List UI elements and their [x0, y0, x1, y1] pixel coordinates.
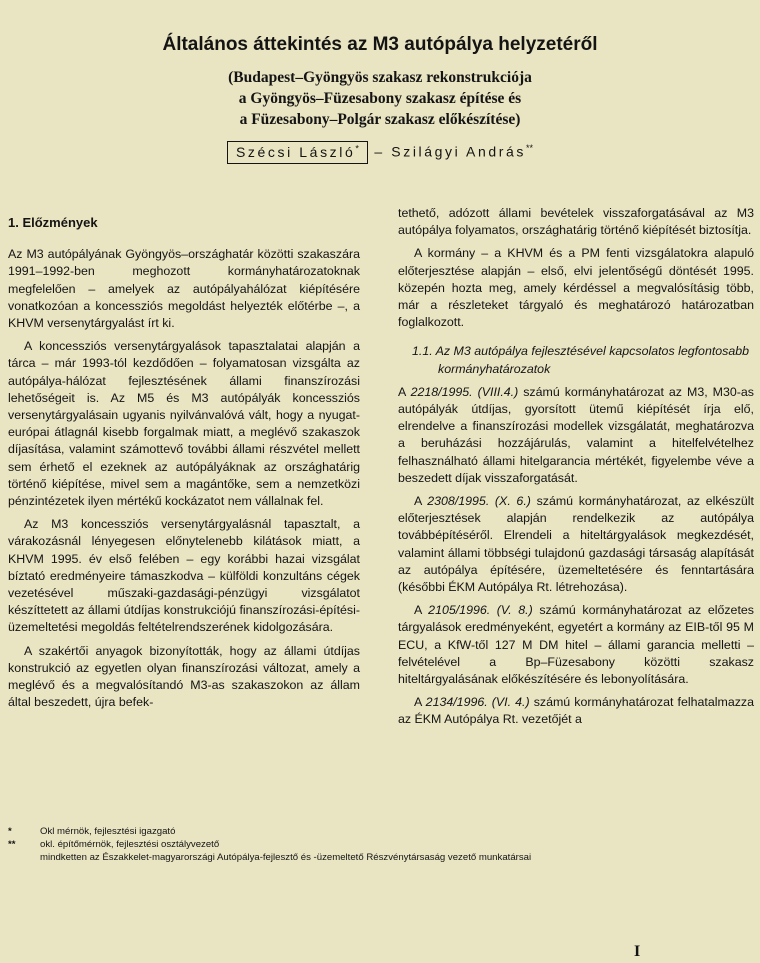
author-second: Szilágyi András [391, 143, 526, 160]
author-first: Szécsi László [235, 143, 356, 160]
section-heading: 1. Előzmények [8, 215, 98, 230]
footnotes [8, 825, 748, 864]
subtitle-line: a Füzesabony–Polgár szakasz előkészítése) [239, 111, 521, 128]
subtitle-line: (Budapest–Gyöngyös szakasz rekonstrukciója [228, 69, 532, 86]
author-separator: – [374, 143, 385, 160]
footnote-text: mindketten az Északkelet-magyarországi Autópálya-fejlesztő és -üzemeltető Részvénytársaság vezető munkatársai [40, 852, 532, 863]
footnote-mark: * [8, 826, 12, 837]
footnote [8, 838, 748, 851]
decision-paragraph: A 2134/1996. (VI. 4.) számú kormányhatározat felhatalmazza az ÉKM Autópálya Rt. vezetőjét a [398, 695, 754, 727]
decision-ref: 2218/1995. (VIII.4.) [410, 384, 519, 399]
paragraph: A kormány – a KHVM és a PM fenti vizsgálatokra alapuló előterjesztése alapján – első, elvi jelentőségű döntését 1995. közepén hozta meg, amely kérdéssel a megvalósításig több, már a részleteket tárgyaló és meghatározó határozatban foglalkozott. [398, 246, 754, 330]
decision-text: számú kormányhatározat felhatalmazza az ÉKM Autópálya Rt. vezetőjét a [398, 695, 754, 727]
author-line [0, 143, 760, 160]
paragraph: Az M3 koncessziós versenytárgyalásnál tapasztalt, a várakozásnál lényegesen előnytelenebb kilátások miatt, a KHVM 1995. év első felében – egy korábbi hazai vizsgálat bíztató eredményeire támaszkodva – külföldi konzultáns cégek vezetésével műszaki-gazdasági-pénzügyi vizsgálatot készíttetett az állami útdíjas konstrukciójú finanszírozási-építési-üzemeltetési megoldás feltételrendszerének kidolgozására. [8, 517, 360, 635]
page-number: I [634, 943, 641, 960]
left-column [8, 214, 360, 717]
author-second-mark: ** [526, 143, 534, 153]
subsection-heading: 1.1. Az M3 autópálya fejlesztésével kapcsolatos legfontosabb kormányhatározatok [412, 344, 750, 376]
article-subtitle [0, 67, 760, 130]
footnote-text: Okl mérnök, fejlesztési igazgató [40, 826, 176, 837]
paragraph: A koncessziós versenytárgyalások tapasztalatai alapján a tárca – már 1993-tól kezdődően – folyamatosan vizsgálta az autópálya-hálózat fejlesztésének állami finanszírozási lehetőségeit is. Az M5 és M3 autópályák koncessziós versenytárgyalásain ugyanis nyilvánvalóvá vált, hogy a nyugat-európai átlagnál kisebb forgalmak miatt, a meglévő szakaszok díjasítása, valamint számottevő további állami részvétel mellett sem érhető el ezeknek az autópályáknak az országhatárig történő kiépítése, mivel sem a magántőke, sem a nemzetközi pénzintézetek ilyen mértékű kockázatot nem vállalnak fel. [8, 339, 360, 509]
decision-ref: 2308/1995. (X. 6.) [427, 494, 531, 509]
paragraph: tethető, adózott állami bevételek visszaforgatásával az M3 autópálya folyamatos, országhatárig történő kiépítését biztosítja. [398, 206, 754, 238]
decision-text: számú kormányhatározat az M3, M30-as autópályák útdíjas, gyorsított ütemű kiépítését írja elő, elrendelve a finanszírozási modellek vizsgálatát, meghatározva a beruházási hozzájárulás, valamint a hitelfelvételhez felhasználható állami hitelgarancia mértékét, figyelembe véve a beszedett díjak visszaforgatását. [398, 384, 754, 485]
decision-text: számú kormányhatározat, az elkészült előterjesztések alapján rendelkezik az autópálya továbbépítéséről. Elrendeli a hiteltárgyalások megkezdését, valamint állami többségi tulajdonú gazdasági társaság alapítását az autópálya építésére, üzemeltetésére és fenntartására (későbbi ÉKM Autópálya Rt. létrehozása). [398, 494, 754, 595]
right-column [398, 205, 754, 735]
author-first-mark: * [355, 143, 359, 153]
decision-paragraph: A 2218/1995. (VIII.4.) számú kormányhatározat az M3, M30-as autópályák útdíjas, gyorsított ütemű kiépítését írja elő, elrendelve a finanszírozási modellek vizsgálatát, meghatározva a beruházási hozzájárulás, valamint a hitelfelvételhez felhasználható állami hitelgarancia mértékét, figyelembe véve a beszedett díjak visszaforgatását. [398, 384, 754, 485]
subtitle-line: a Gyöngyös–Füzesabony szakasz építése és [238, 90, 522, 107]
decision-ref: 2105/1996. (V. 8.) [428, 603, 533, 618]
decision-text: számú kormányhatározat az előzetes tárgyalások eredményeként, egyetért a kormány az EIB-től 95 M ECU, a KfW-től 127 M DM hitel – állami garancia melletti – felvételével a Bp–Füzesabony közötti szakasz hiteltárgyalásának előkészítésére és lebonyolítására. [398, 603, 754, 687]
footnote-mark: ** [8, 839, 16, 850]
footnote [8, 825, 748, 838]
article-title: Általános áttekintés az M3 autópálya helyzetéről [162, 34, 598, 55]
paragraph: A szakértői anyagok bizonyították, hogy az állami útdíjas konstrukció az egyetlen olyan finanszírozási változat, amely a meglévő és a megvalósítandó M3-as szakaszokon az állam által beszedett, újra befek- [8, 643, 360, 710]
decision-paragraph: A 2308/1995. (X. 6.) számú kormányhatározat, az elkészült előterjesztések alapján rendelkezik az autópálya továbbépítéséről. Elrendeli a hiteltárgyalások megkezdését, valamint állami többségi tulajdonú gazdasági társaság alapítását az autópálya építésére, üzemeltetésére és fenntartására (későbbi ÉKM Autópálya Rt. létrehozása). [398, 494, 754, 595]
paragraph: Az M3 autópályának Gyöngyös–országhatár közötti szakaszára 1991–1992-ben meghozott kormányhatározatoknak megfelelően – amelyek az autópályahálózat kiépítésére vonatkozóan a koncessziós megoldást helyezték előtérbe –, a KHVM versenytárgyalást írt ki. [8, 247, 360, 331]
decision-paragraph: A 2105/1996. (V. 8.) számú kormányhatározat az előzetes tárgyalások eredményeként, egyetért a kormány az EIB-től 95 M ECU, a KfW-től 127 M DM hitel – állami garancia melletti – felvételével a Bp–Füzesabony közötti szakasz hiteltárgyalásának előkészítésére és lebonyolítására. [398, 603, 754, 687]
footnote-text: okl. építőmérnök, fejlesztési osztályvezető [40, 839, 220, 850]
author-first-box [227, 141, 368, 164]
decision-ref: 2134/1996. (VI. 4.) [425, 695, 530, 710]
